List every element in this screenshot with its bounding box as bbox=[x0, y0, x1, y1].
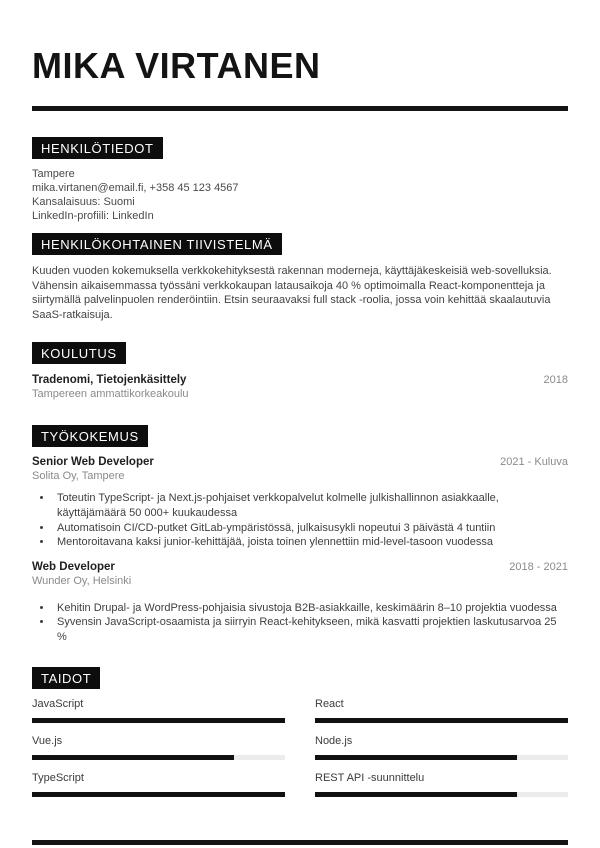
skill-item bbox=[32, 772, 285, 797]
skill-bar-fill bbox=[32, 792, 285, 797]
skill-bar-fill bbox=[315, 792, 517, 797]
section-title-skills: TAIDOT bbox=[32, 667, 100, 689]
experience-date: 2018 - 2021 bbox=[509, 560, 568, 573]
experience-bullet: • Mentoroitavana kaksi junior-kehittäjää, joista toinen ylennettiin mid-level-tasoon vuodessa bbox=[53, 535, 568, 550]
experience-bullet: • Toteutin TypeScript- ja Next.js-pohjaiset verkkopalvelut kolmelle julkishallinnon asiakkaalle, käyttäjämäärä 50 000+ kuukaudessa bbox=[53, 491, 568, 520]
skill-item bbox=[315, 772, 568, 797]
experience-bullet: • Automatisoin CI/CD-putket GitLab-ympäristössä, julkaisusykli nopeutui 3 päivästä 4 tuntiin bbox=[53, 521, 568, 536]
education-entry bbox=[32, 373, 568, 401]
experience-role: Web Developer bbox=[32, 560, 115, 573]
skill-label: Vue.js bbox=[32, 734, 63, 747]
skill-label: React bbox=[315, 697, 344, 710]
page-title: MIKA VIRTANEN bbox=[32, 45, 321, 86]
skill-bar-fill bbox=[32, 718, 285, 723]
experience-bullet-list bbox=[32, 601, 568, 645]
skill-bar-track bbox=[32, 792, 285, 797]
contact-city: Tampere bbox=[32, 168, 75, 180]
contact-email-phone: mika.virtanen@email.fi, +358 45 123 4567 bbox=[32, 182, 239, 194]
skill-bar-fill bbox=[32, 755, 234, 760]
skill-bar-track bbox=[32, 755, 285, 760]
experience-date: 2021 - Kuluva bbox=[500, 456, 568, 469]
contact-linkedin: LinkedIn-profiili: LinkedIn bbox=[32, 210, 154, 222]
summary-paragraph: Kuuden vuoden kokemuksella verkkokehityksestä rakennan moderneja, käyttäjäkeskeisiä web-sovelluksia. Vähensin aikaisemmassa työssäni verkkokaupan latausaikoja 40 % optimoimalla React-komponentteja ja siirtymällä palvelinpuolen renderöintiin. Etsin seuraavaksi full stack -roolia, jossa voin kehittää skaalautuvia SaaS-ratkaisuja. bbox=[32, 265, 552, 321]
skill-item bbox=[32, 735, 285, 760]
contact-nationality: Kansalaisuus: Suomi bbox=[32, 196, 135, 208]
education-degree: Tradenomi, Tietojenkäsittely bbox=[32, 374, 187, 387]
skill-item bbox=[315, 698, 568, 723]
skill-item bbox=[315, 735, 568, 760]
education-date: 2018 bbox=[543, 374, 568, 387]
section-title-personal: HENKILÖTIEDOT bbox=[32, 137, 163, 159]
skill-bar-track bbox=[315, 755, 568, 760]
experience-company: Wunder Oy, Helsinki bbox=[32, 574, 132, 587]
skill-bar-fill bbox=[315, 755, 517, 760]
experience-role: Senior Web Developer bbox=[32, 456, 154, 469]
experience-company: Solita Oy, Tampere bbox=[32, 470, 125, 483]
skill-bar-fill bbox=[315, 718, 568, 723]
skill-item bbox=[32, 698, 285, 723]
experience-bullet: • Syvensin JavaScript-osaamista ja siirryin React-kehitykseen, mikä kasvatti projektien laskutusarvoa 25 % bbox=[53, 615, 568, 644]
education-school: Tampereen ammattikorkeakoulu bbox=[32, 388, 189, 401]
skill-bar-track bbox=[315, 792, 568, 797]
skill-bar-track bbox=[315, 718, 568, 723]
skills-grid bbox=[32, 698, 568, 797]
section-title-education: KOULUTUS bbox=[32, 342, 126, 364]
skill-bar-track bbox=[32, 718, 285, 723]
skill-label: Node.js bbox=[315, 734, 353, 747]
section-title-experience: TYÖKOKEMUS bbox=[32, 425, 148, 447]
skill-label: TypeScript bbox=[32, 771, 84, 784]
contact-block bbox=[32, 167, 568, 223]
footer-divider bbox=[32, 840, 568, 845]
skill-label: REST API -suunnittelu bbox=[315, 771, 425, 784]
experience-bullet-list bbox=[32, 491, 568, 549]
experience-bullet: • Kehitin Drupal- ja WordPress-pohjaisia sivustoja B2B-asiakkaille, keskimäärin 8–10 projektia vuodessa bbox=[53, 601, 568, 616]
section-title-summary: HENKILÖKOHTAINEN TIIVISTELMÄ bbox=[32, 233, 282, 255]
experience-entry bbox=[32, 560, 568, 588]
skill-label: JavaScript bbox=[32, 697, 84, 710]
experience-entry bbox=[32, 455, 568, 483]
